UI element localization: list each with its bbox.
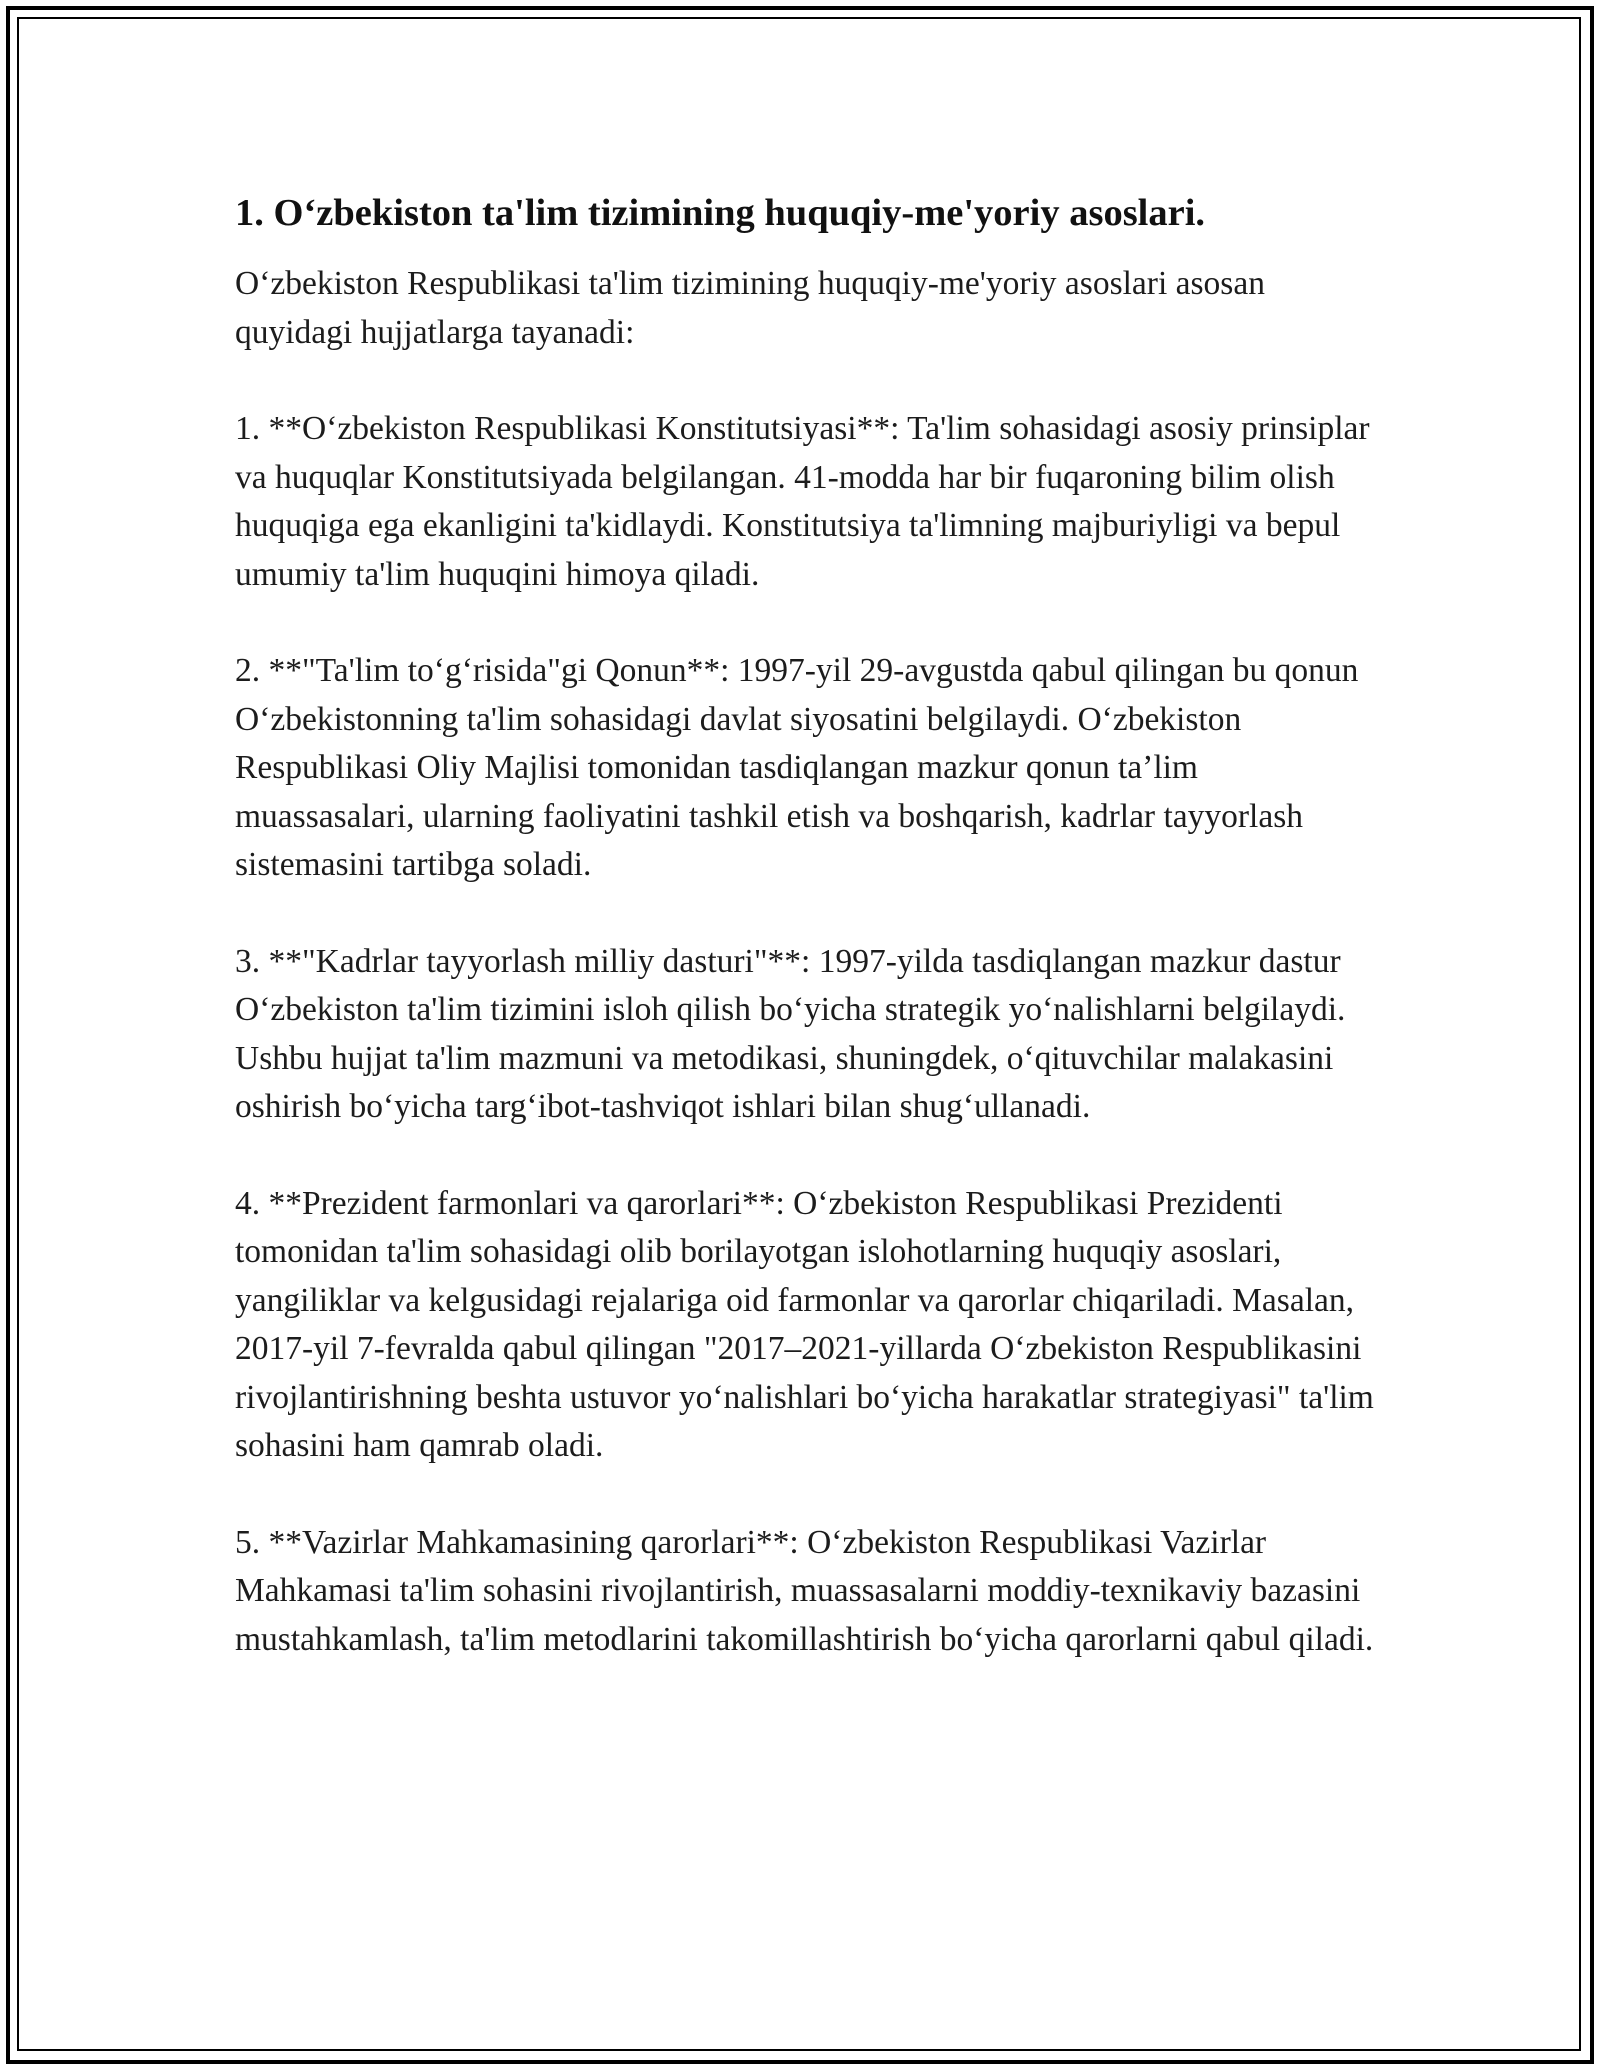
- document-body: [235, 188, 1385, 1712]
- item-presidential-decrees: 4. **Prezident farmonlari va qarorlari**: O‘zbekiston Respublikasi Prezidenti tomonidan ta'lim sohasidagi olib borilayotgan islohotlarning huquqiy asoslari, yangiliklar va kelgusidagi rejalariga oid farmonlar va qarorlar chiqariladi. Masalan, 2017-yil 7-fevralda qabul qilingan "2017–2021-yillarda O‘zbekiston Respublikasini rivojlantirishning beshta ustuvor yo‘nalishlari bo‘yicha harakatlar strategiyasi" ta'lim sohasini ham qamrab oladi.: [235, 1184, 1374, 1464]
- intro-paragraph: O‘zbekiston Respublikasi ta'lim tizimining huquqiy-me'yoriy asoslari asosan quyidagi hujjatlarga tayanadi:: [235, 265, 1265, 351]
- item-cabinet-resolutions: 5. **Vazirlar Mahkamasining qarorlari**: O‘zbekiston Respublikasi Vazirlar Mahkamasi ta'lim sohasini rivojlantirish, muassasalarni moddiy-texnikaviy bazasini mustahkamlash, ta'lim metodlarini takomillashtirish bo‘yicha qarorlarni qabul qiladi.: [235, 1523, 1374, 1658]
- document-heading: 1. O‘zbekiston ta'lim tizimining huquqiy-me'yoriy asoslari.: [235, 192, 1206, 234]
- item-national-program: 3. **"Kadrlar tayyorlash milliy dasturi"**: 1997-yilda tasdiqlangan mazkur dastur O‘zbekiston ta'lim tizimini isloh qilish bo‘yicha strategik yo‘nalishlarni belgilaydi. Ushbu hujjat ta'lim mazmuni va metodikasi, shuningdek, o‘qituvchilar malakasini oshirish bo‘yicha targ‘ibot-tashviqot ishlari bilan shug‘ullanadi.: [235, 942, 1346, 1125]
- item-constitution: 1. **O‘zbekiston Respublikasi Konstitutsiyasi**: Ta'lim sohasidagi asosiy prinsiplar va huquqlar Konstitutsiyada belgilangan. 41-modda har bir fuqaroning bilim olish huquqiga ega ekanligini ta'kidlaydi. Konstitutsiya ta'limning majburiyligi va bepul umumiy ta'lim huquqini himoya qiladi.: [235, 410, 1370, 593]
- item-education-law: 2. **"Ta'lim to‘g‘risida"gi Qonun**: 1997-yil 29-avgustda qabul qilingan bu qonun O‘zbekistonning ta'lim sohasidagi davlat siyosatini belgilaydi. O‘zbekiston Respublikasi Oliy Majlisi tomonidan tasdiqlangan mazkur qonun ta’lim muassasalari, ularning faoliyatini tashkil etish va boshqarish, kadrlar tayyorlash sistemasini tartibga soladi.: [235, 652, 1359, 883]
